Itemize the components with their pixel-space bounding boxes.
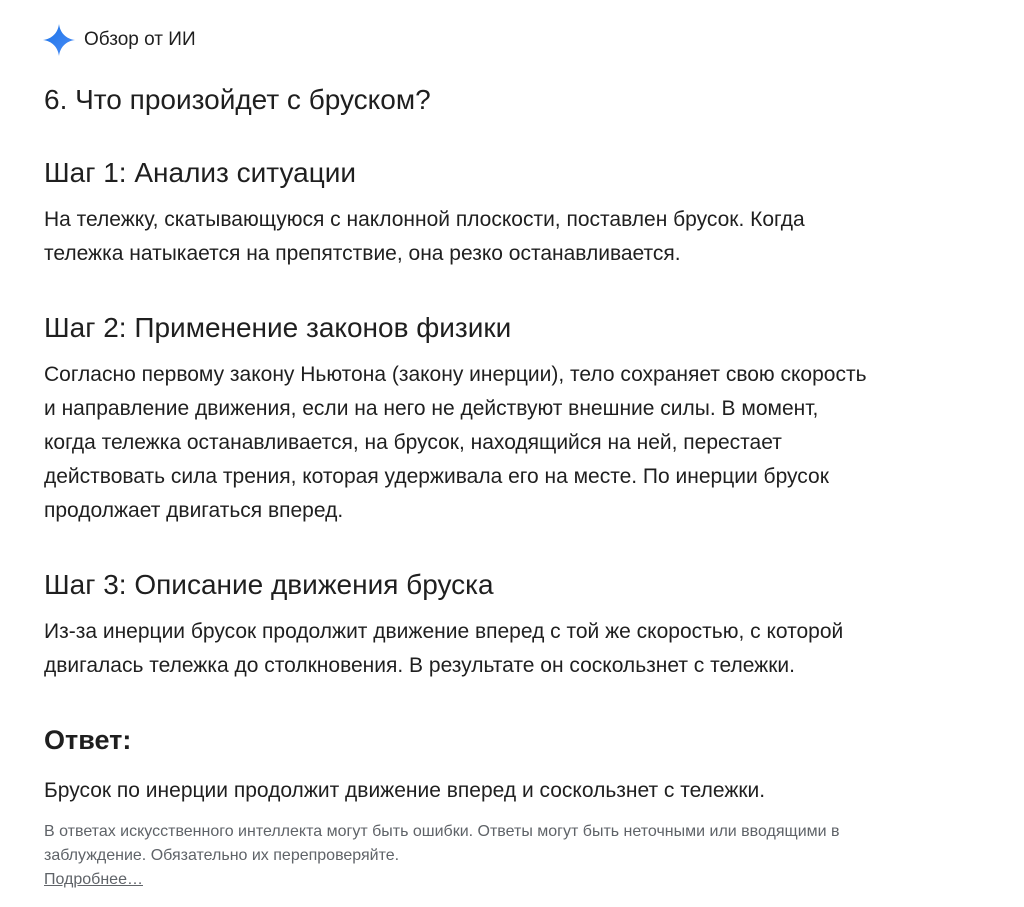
step-2-text — [44, 358, 944, 528]
step-3-text — [44, 615, 944, 683]
text-line: когда тележка останавливается, на брусок, находящийся на ней, перестает — [44, 431, 782, 454]
disclaimer-line: В ответах искусственного интеллекта могут быть ошибки. Ответы могут быть неточными или вводящими в — [44, 823, 840, 840]
ai-overview-header — [44, 22, 944, 58]
step-3-title: Шаг 3: Описание движения бруска — [44, 569, 494, 600]
ai-overview-panel — [44, 22, 944, 892]
ai-disclaimer — [44, 820, 944, 892]
disclaimer-line: заблуждение. Обязательно их перепроверяйте. — [44, 847, 400, 864]
text-line: тележка натыкается на препятствие, она резко останавливается. — [44, 242, 681, 265]
step-1-title: Шаг 1: Анализ ситуации — [44, 157, 357, 188]
answer-title: Ответ: — [44, 725, 132, 755]
step-2-title: Шаг 2: Применение законов физики — [44, 312, 512, 343]
step-1-text — [44, 203, 944, 271]
text-line: Согласно первому закону Ньютона (закону инерции), тело сохраняет свою скорость — [44, 363, 867, 386]
text-line: Из-за инерции брусок продолжит движение вперед с той же скоростью, с которой — [44, 620, 844, 643]
text-line: действовать сила трения, которая удерживала его на месте. По инерции брусок — [44, 465, 829, 488]
text-line: двигалась тележка до столкновения. В результате он соскользнет с тележки. — [44, 654, 795, 677]
text-line: На тележку, скатывающуюся с наклонной плоскости, поставлен брусок. Когда — [44, 208, 805, 231]
text-line: и направление движения, если на него не действуют внешние силы. В момент, — [44, 397, 819, 420]
text-line: продолжает двигаться вперед. — [44, 499, 344, 522]
question-heading: 6. Что произойдет с бруском? — [44, 84, 431, 115]
ai-overview-title: Обзор от ИИ — [84, 29, 196, 50]
answer-text: Брусок по инерции продолжит движение вперед и соскользнет с тележки. — [44, 779, 766, 802]
sparkle-icon — [42, 23, 76, 57]
learn-more-link[interactable]: Подробнее… — [44, 871, 143, 888]
